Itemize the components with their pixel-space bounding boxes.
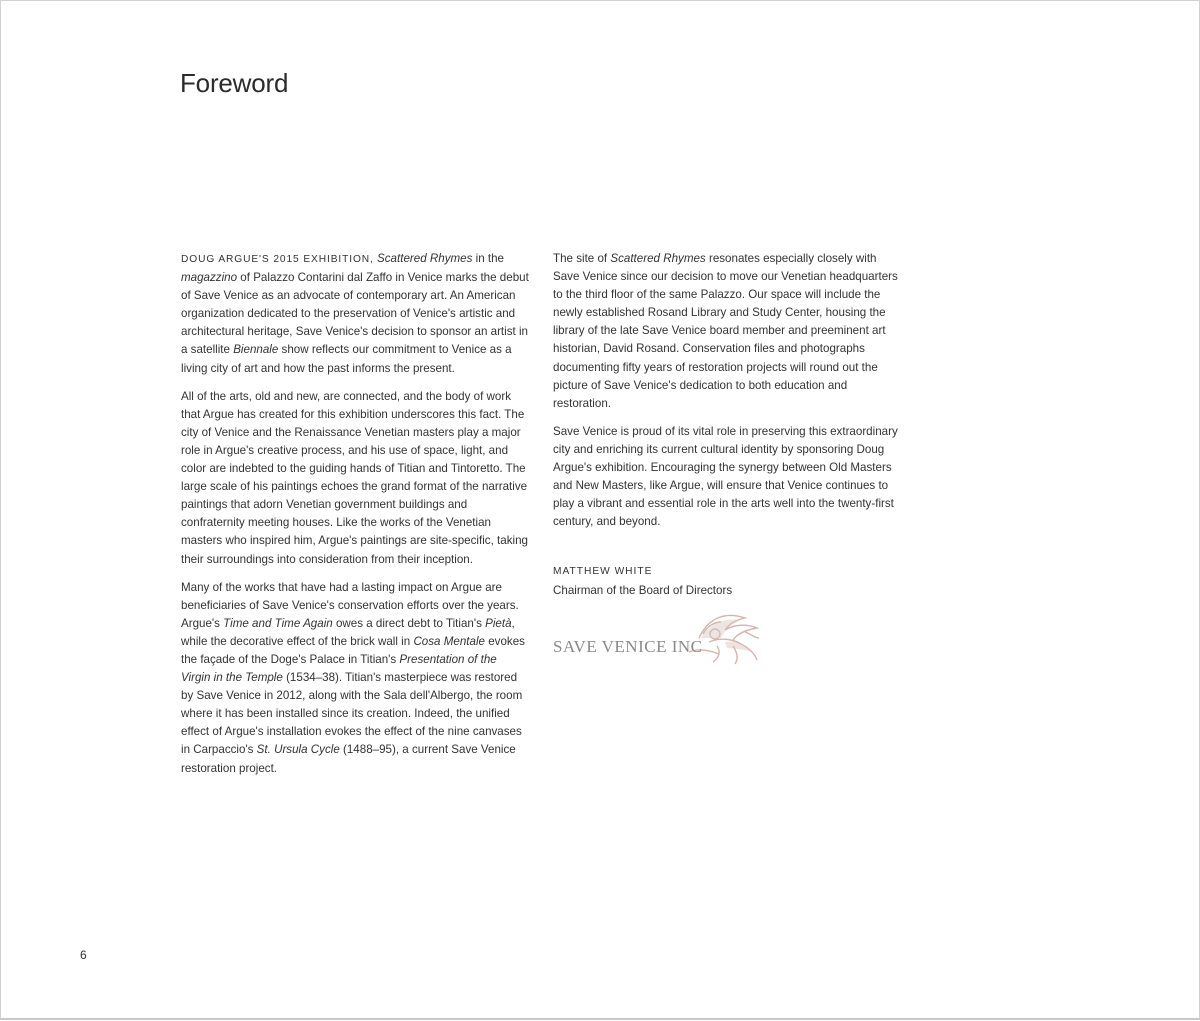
paragraph-2: All of the arts, old and new, are connected, and the body of work that Argue has created for this exhibition underscores this fact. The city of Venice and the Renaissance Venetian masters play a major role in Argue's creative process, and his use of space, light, and color are indebted to the guiding hands of Titian and Tintoretto. The large scale of his paintings echoes the grand format of the narrative paintings that adorn Venetian government buildings and confraternity meeting houses. Like the works of the Venetian masters who inspired him, Argue's paintings are site-specific, taking their surroundings into consideration from their inception. — [181, 389, 528, 566]
italic-term: Biennale — [233, 343, 279, 357]
italic-term: magazzino — [181, 271, 238, 285]
italic-title: St. Ursula Cycle — [256, 743, 340, 757]
text-run: owes a direct debt to Titian's — [332, 616, 486, 630]
paragraph-1 — [181, 250, 529, 378]
italic-title: Pietà — [485, 616, 512, 630]
text-run: The site of — [553, 252, 611, 265]
text-run: , while the decorative effect of the brick wall in — [181, 616, 515, 648]
paragraph-5: Save Venice is proud of its vital role in preserving this extraordinary city and enriching its current cultural identity by sponsoring Doug Argue's exhibition. Encouraging the synergy between Old Masters and New Masters, like Argue, will ensure that Venice continues to play a vibrant and essential role in the arts well into the twenty-first century, and beyond. — [553, 424, 898, 529]
paragraph-4 — [553, 250, 901, 413]
italic-title: Presentation of the Virgin in the Temple — [181, 652, 497, 685]
text-run: (1534–38). Titian's masterpiece was restored by Save Venice in 2012, along with the Sala dell'Albergo, the room where it has been installed since its creation. Indeed, the unified effect of Argue's installation evokes the effect of the nine canvases in Carpaccio's — [181, 671, 523, 757]
italic-title: Scattered Rhymes — [610, 252, 706, 265]
page-number: 6 — [80, 948, 87, 962]
italic-title: Cosa Mentale — [413, 634, 485, 648]
signatory-title: Chairman of the Board of Directors — [553, 583, 733, 597]
logo-wordmark: SAVE VENICE INC — [553, 636, 703, 656]
text-run: Many of the works that have had a lasting impact on Argue are beneficiaries of Save Venice's conservation efforts over the years. Argue's — [181, 580, 519, 630]
paragraph-3 — [181, 579, 529, 778]
text-run: show reflects our commitment to Venice as a living city of art and how the past informs the present. — [181, 343, 512, 375]
text-run: (1488–95), a current Save Venice restoration project. — [181, 743, 516, 775]
signatory-name: MATTHEW WHITE — [553, 566, 653, 578]
signature-block — [553, 563, 901, 599]
save-venice-logo — [553, 608, 783, 668]
text-run: of Palazzo Contarini dal Zaffo in Venice marks the debut of Save Venice as an advocate of contemporary art. An American organization dedicated to the preservation of Venice's artistic and architectural heritage, Save Venice's decision to sponsor an artist in a satellite — [181, 271, 529, 357]
text-run: evokes the façade of the Doge's Palace in Titian's — [181, 634, 525, 666]
left-column — [181, 250, 529, 788]
italic-title: Time and Time Again — [223, 616, 333, 630]
text-run: resonates especially closely with Save Venice since our decision to move our Venetian headquarters to the third floor of the same Palazzo. Our space will include the newly established Rosand Library and Study Center, housing the library of the late Save Venice board member and preeminent art historian, David Rosand. Conservation files and photographs documenting fifty years of restoration projects will round out the picture of Save Venice's dedication to both education and restoration. — [553, 252, 898, 410]
right-column — [553, 250, 901, 668]
italic-title: Scattered Rhymes — [377, 252, 473, 265]
lead-in-smallcaps: DOUG ARGUE'S 2015 EXHIBITION, — [181, 254, 374, 265]
text-run: in the — [472, 252, 504, 265]
page-title: Foreword — [180, 68, 289, 98]
